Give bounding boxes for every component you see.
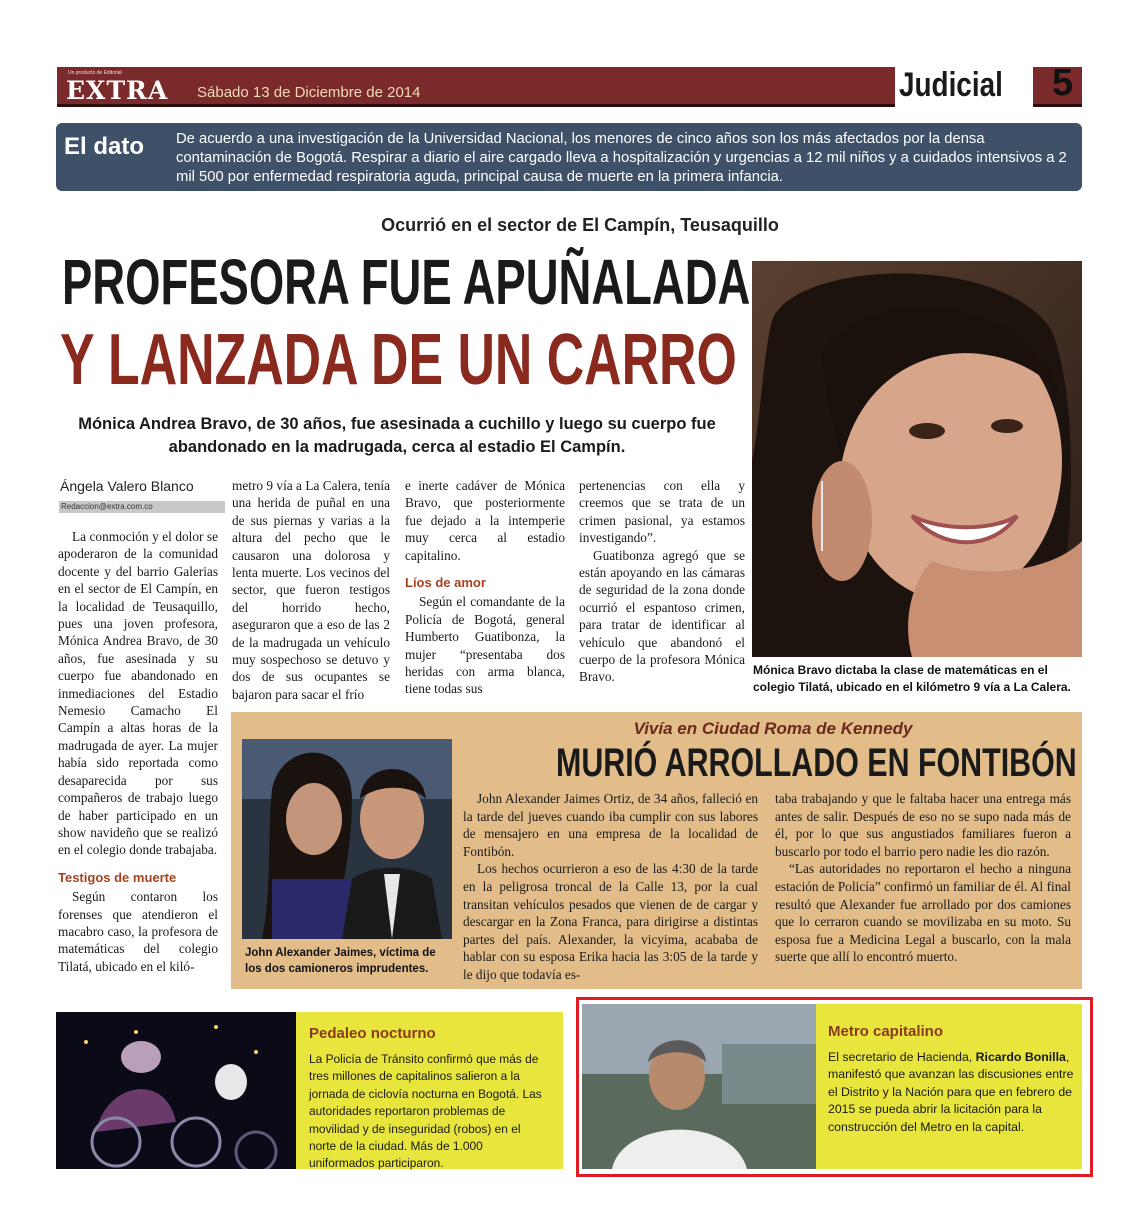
fontibon-column-1 bbox=[463, 790, 758, 984]
byline: Ángela Valero Blanco bbox=[60, 478, 194, 494]
couple-illustration bbox=[242, 739, 452, 939]
paragraph: Guatibonza agregó que se están apoyando en las cámaras de seguridad de la zona donde ocurrió el espantoso crimen, para tratar de identificar al vehículo que abandonó el cuerpo de la profesora Mónica Bravo. bbox=[579, 547, 745, 685]
fontibon-headline: MURIÓ ARROLLADO EN FONTIBÓN bbox=[556, 741, 1077, 785]
pedaleo-text: La Policía de Tránsito confirmó que más de tres millones de capitalinos salieron a la jornada de ciclovía nocturna en Bogotá. Las autoridades reportaron problemas de movilidad y de inseguridad (robos) en el norte de la ciudad. Más de 1.000 uniformados participaron. bbox=[309, 1052, 542, 1171]
issue-date: Sábado 13 de Diciembre de 2014 bbox=[197, 84, 421, 101]
story-column-4 bbox=[579, 477, 745, 686]
paragraph: taba trabajando y que le faltaba hacer una entrega más antes de salir. Después de eso no se supo nada más de él, por lo que sus angustiados familiares fueron a buscarlo por todo el barrio pero nadie les dio razón. bbox=[775, 791, 1071, 859]
paragraph: pertenencias con ella y creemos que se trata de un crimen pasional, ya estamos investigando”. bbox=[579, 478, 745, 546]
logo-tagline: Un producto de Editorial bbox=[68, 70, 122, 76]
paragraph: John Alexander Jaimes Ortiz, de 34 años, falleció en la tarde del jueves cuando iba cumplir con sus labores de mensajero en una empresa de la localidad de Fontibón. bbox=[463, 791, 758, 859]
dato-text: De acuerdo a una investigación de la Universidad Nacional, los menores de cinco años son los más afectados por la densa contaminación de Bogotá. Respirar a diario el aire cargado lleva a hospitalización y urgencias a 12 mil niños y a cuidados intensivos a 2 mil 500 por enfermedad respiratoria aguda, principal causa de muerte en la primera infancia. bbox=[176, 131, 1067, 185]
paragraph: e inerte cadáver de Mónica Bravo, que posteriormente fue dejado a la intemperie muy cerca al estadio capitalino. bbox=[405, 478, 565, 563]
paragraph: Los hechos ocurrieron a eso de las 4:30 de la tarde en la peligrosa troncal de la Calle 13, por la cual transitan vehículos pesados que vienen de de cargar y descargar en la Zona Franca, para dirigirse a distintas partes del país. Alexander, la vicyima, acababa de hablar con su esposa Erika hacia las 3:05 de la tarde y le dijo que todavía es- bbox=[463, 861, 758, 982]
paragraph: “Las autoridades no reportaron el hecho a ninguna estación de Policía” confirmó un familiar de él. Al final resultó que Alexander fue arrollado por dos camiones que lo cerraron cuando se movilizaba en su moto. Su esposa fue a Medicina Legal a buscarlo, con la mala suerte que allí lo encontró muerto. bbox=[775, 861, 1071, 965]
byline-email: Redaccion@extra.com.co bbox=[59, 501, 225, 513]
metro-person-name: Ricardo Bonilla bbox=[975, 1050, 1066, 1064]
main-photo-caption: Mónica Bravo dictaba la clase de matemáticas en el colegio Tilatá, ubicado en el kilómetro 9 vía a La Calera. bbox=[753, 663, 1071, 694]
main-story-photo bbox=[752, 261, 1082, 657]
page-number: 5 bbox=[1052, 62, 1074, 104]
paragraph: La conmoción y el dolor se apoderaron de la comunidad docente y del barrio Galerias en el sector de El Campín, en la localidad de Teusaquillo, pues una joven profesora, Mónica Andrea Bravo, de 30 años, fue asesinada y su cuerpo fue abandonado en inmediaciones del Estadio Nemesio Camacho El Campín a altas horas de la madrugada de ayer. La mujer había sido reportada como desaparecida por sus compañeros de trabajo luego de haber participado en un show navideño que se realizó en el colegio donde trabajaba. bbox=[58, 529, 218, 858]
fontibon-kicker: Vivía en Ciudad Roma de Kennedy bbox=[633, 719, 913, 738]
story-column-1 bbox=[58, 528, 218, 975]
metro-highlight-frame bbox=[576, 997, 1093, 1177]
story-column-3 bbox=[405, 477, 565, 698]
newspaper-logo: EXTRA bbox=[66, 76, 169, 105]
metro-text-after: , manifestó que avanzan las discusiones entre el Distrito y la Nación para que en febrero de 2015 se pueda abrir la licitación para la construcción del Metro en la capital. bbox=[828, 1050, 1074, 1134]
dato-label: El dato bbox=[64, 133, 145, 160]
pedaleo-title: Pedaleo nocturno bbox=[309, 1025, 436, 1042]
metro-text-before: El secretario de Hacienda, bbox=[828, 1050, 976, 1064]
subhead-lios: Líos de amor bbox=[405, 575, 486, 591]
main-deck: Mónica Andrea Bravo, de 30 años, fue asesinada a cuchillo y luego su cuerpo fue abandonado en la madrugada, cerca al estadio El Campín. bbox=[78, 415, 716, 456]
main-headline-line2: Y LANZADA DE UN CARRO bbox=[60, 320, 737, 400]
metro-title: Metro capitalino bbox=[828, 1023, 944, 1040]
paragraph: metro 9 vía a La Calera, tenía una herida de puñal en una de sus piernas y varias a la altura del pecho que le causaron una dolorosa y lenta muerte. Los vecinos del sector, que fueron testigos del horrido hecho, aseguraron que a eso de las 2 de la madrugada un vehículo muy sospechoso se detuvo y dos de sus ocupantes se bajaron para sacar el frío bbox=[232, 478, 390, 702]
fontibon-photo bbox=[242, 739, 452, 939]
story-column-2 bbox=[232, 477, 390, 703]
section-title: Judicial bbox=[899, 66, 1003, 104]
pedaleo-photo bbox=[56, 1012, 296, 1169]
main-kicker: Ocurrió en el sector de El Campín, Teusaquillo bbox=[381, 215, 779, 235]
portrait-illustration bbox=[752, 261, 1082, 657]
cyclists-illustration bbox=[56, 1012, 296, 1169]
paragraph: Según contaron los forenses que atendieron el macabro caso, la profesora de matemáticas del colegio Tilatá, ubicado en el kiló- bbox=[58, 889, 218, 974]
fontibon-photo-caption: John Alexander Jaimes, víctima de los dos camioneros imprudentes. bbox=[245, 947, 436, 975]
fontibon-column-2 bbox=[775, 790, 1071, 966]
main-headline-line1: PROFESORA FUE APUÑALADA bbox=[62, 246, 751, 318]
subhead-testigos: Testigos de muerte bbox=[58, 869, 177, 885]
paragraph: Según el comandante de la Policía de Bogotá, general Humberto Guatibonza, la mujer “presentaba dos heridas con arma blanca, tiene todas sus bbox=[405, 594, 565, 697]
